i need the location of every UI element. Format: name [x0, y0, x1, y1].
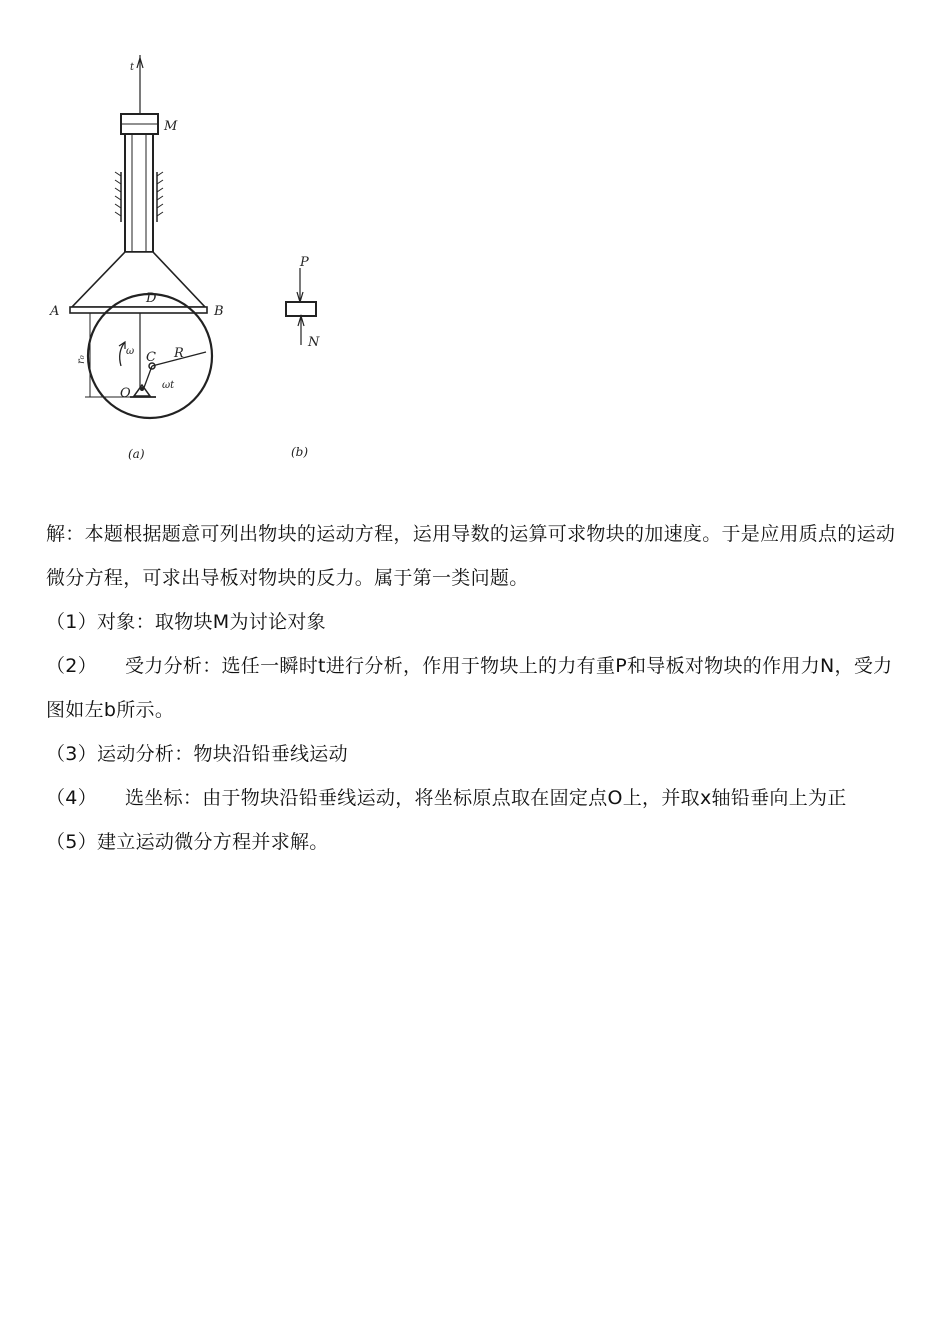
caption-a: (a) [128, 447, 145, 461]
rod [125, 134, 153, 252]
label-omega-t: ωt [162, 380, 175, 391]
solution-step-3: （3）运动分析：物块沿铅垂线运动 [46, 743, 348, 765]
solution-step-4 [46, 776, 906, 820]
step-2-number: （2） [46, 655, 97, 677]
label-o: O [120, 386, 131, 401]
label-d: D [146, 291, 157, 306]
caption-b: (b) [291, 445, 309, 459]
label-r: R [174, 346, 184, 361]
plate-ab [70, 307, 207, 313]
solution-step-1: （1）对象：取物块M为讨论对象 [46, 611, 326, 633]
step-4-number: （4） [46, 787, 97, 809]
solution-step-5: （5）建立运动微分方程并求解。 [46, 831, 329, 853]
pivot-o [140, 387, 144, 391]
fbd-block [286, 302, 316, 316]
solution-text [46, 512, 906, 864]
label-b: B [214, 304, 224, 319]
conical-plate [72, 252, 205, 307]
step-2-text: 受力分析：选任一瞬时t进行分析，作用于物块上的力有重P和导板对物块的作用力N，受力图如左b所示。 [46, 655, 893, 721]
label-force-n: N [308, 335, 320, 350]
solution-intro: 解：本题根据题意可列出物块的运动方程，运用导数的运算可求物块的加速度。于是应用质点的运动微分方程，可求出导板对物块的反力。属于第一类问题。 [46, 523, 896, 589]
right-guide [157, 172, 163, 222]
label-r0: r₀ [76, 355, 87, 364]
solution-step-2 [46, 644, 906, 732]
label-block-m: M [164, 119, 178, 134]
label-top-axis: t [130, 62, 135, 73]
mechanism-figure [0, 0, 950, 480]
label-a: A [50, 304, 60, 319]
left-guide [115, 172, 121, 222]
label-force-p: P [300, 255, 309, 270]
label-c: C [146, 350, 156, 365]
step-4-text: 选坐标：由于物块沿铅垂线运动，将坐标原点取在固定点O上，并取x轴铅垂向上为正 [125, 787, 847, 809]
label-omega: ω [126, 346, 135, 357]
